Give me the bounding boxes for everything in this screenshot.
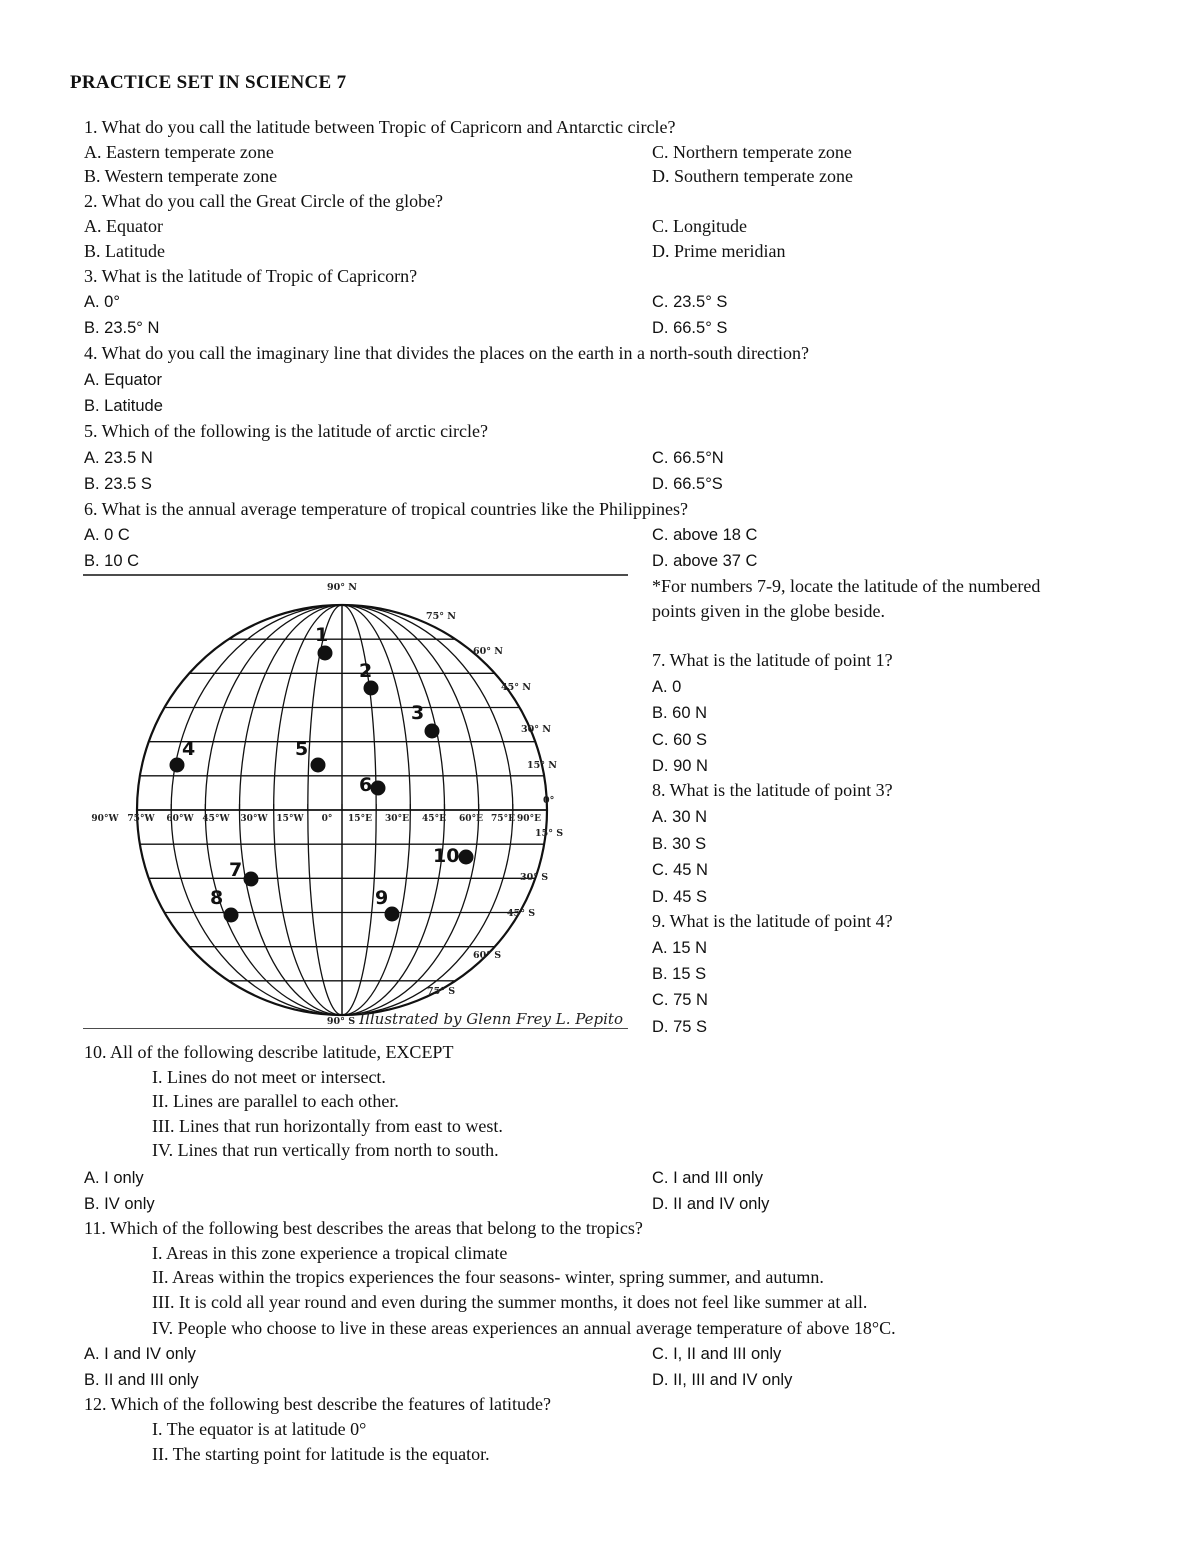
note-line-2: points given in the globe beside. bbox=[652, 601, 885, 621]
longitude-label: 60°E bbox=[459, 814, 483, 824]
globe-point-8 bbox=[224, 908, 239, 923]
q2-option-c: C. Longitude bbox=[652, 216, 747, 236]
q7-option-c: C. 60 S bbox=[652, 731, 708, 749]
q3-option-b: B. 23.5° N bbox=[84, 319, 160, 337]
q11-option-c: C. I, II and III only bbox=[652, 1345, 782, 1363]
latitude-label: 0° bbox=[543, 795, 555, 806]
q1-option-b: B. Western temperate zone bbox=[84, 166, 278, 186]
note-line-1: *For numbers 7-9, locate the latitude of the numbered bbox=[652, 576, 1041, 596]
q12-statement-i: I. The equator is at latitude 0° bbox=[152, 1419, 367, 1439]
globe-point-label: 2 bbox=[359, 660, 373, 682]
q2-option-d: D. Prime meridian bbox=[652, 241, 786, 261]
globe-point-label: 5 bbox=[295, 738, 309, 760]
latitude-label: 15° S bbox=[535, 828, 564, 839]
latitude-label: 45° S bbox=[507, 908, 536, 919]
question-4: 4. What do you call the imaginary line that divides the places on the earth in a north-south direction? bbox=[84, 343, 809, 363]
q9-option-b: B. 15 S bbox=[652, 965, 707, 983]
q7-option-b: B. 60 N bbox=[652, 704, 708, 722]
question-7: 7. What is the latitude of point 1? bbox=[652, 650, 893, 670]
q5-option-b: B. 23.5 S bbox=[84, 475, 152, 493]
globe-point-2 bbox=[364, 681, 379, 696]
question-12: 12. Which of the following best describe the features of latitude? bbox=[84, 1394, 552, 1414]
globe-point-label: 9 bbox=[375, 887, 389, 909]
latitude-label: 90° N bbox=[327, 582, 357, 593]
globe-point-label: 10 bbox=[433, 845, 460, 867]
question-11: 11. Which of the following best describes the areas that belong to the tropics? bbox=[84, 1218, 643, 1238]
question-2: 2. What do you call the Great Circle of the globe? bbox=[84, 191, 444, 211]
q3-option-c: C. 23.5° S bbox=[652, 293, 728, 311]
latitude-label: 75° S bbox=[427, 986, 456, 997]
globe-point-7 bbox=[244, 872, 259, 887]
question-10: 10. All of the following describe latitude, EXCEPT bbox=[84, 1042, 454, 1062]
page-title: PRACTICE SET IN SCIENCE 7 bbox=[70, 72, 347, 93]
q11-option-a: A. I and IV only bbox=[84, 1345, 196, 1363]
q3-option-d: D. 66.5° S bbox=[652, 319, 728, 337]
q10-statement-iv: IV. Lines that run vertically from north to south. bbox=[152, 1140, 499, 1160]
q1-option-c: C. Northern temperate zone bbox=[652, 142, 852, 162]
question-3: 3. What is the latitude of Tropic of Capricorn? bbox=[84, 266, 418, 286]
q8-option-b: B. 30 S bbox=[652, 835, 707, 853]
q5-option-d: D. 66.5°S bbox=[652, 475, 723, 493]
q11-statement-i: I. Areas in this zone experience a tropical climate bbox=[152, 1243, 508, 1263]
globe-point-label: 4 bbox=[182, 738, 196, 760]
longitude-label: 60°W bbox=[166, 814, 194, 824]
q3-option-a: A. 0° bbox=[84, 293, 120, 311]
q6-option-b: B. 10 C bbox=[84, 552, 140, 570]
globe-point-label: 3 bbox=[411, 702, 425, 724]
globe-figure bbox=[83, 574, 628, 1029]
globe-point-5 bbox=[311, 758, 326, 773]
q10-statement-i: I. Lines do not meet or intersect. bbox=[152, 1067, 386, 1087]
q9-option-a: A. 15 N bbox=[652, 939, 708, 957]
illustration-credit: Illustrated by Glenn Frey L. Pepito bbox=[359, 1010, 623, 1028]
q10-option-d: D. II and IV only bbox=[652, 1195, 770, 1213]
globe-point-1 bbox=[318, 646, 333, 661]
q7-option-d: D. 90 N bbox=[652, 757, 708, 775]
latitude-label: 90° S bbox=[326, 1016, 356, 1027]
q11-option-b: B. II and III only bbox=[84, 1371, 199, 1389]
latitude-label: 75° N bbox=[426, 611, 456, 622]
q5-option-c: C. 66.5°N bbox=[652, 449, 724, 467]
q12-statement-ii: II. The starting point for latitude is the equator. bbox=[152, 1444, 490, 1464]
latitude-label: 30° N bbox=[521, 724, 551, 735]
longitude-label: 45°E bbox=[422, 814, 446, 824]
longitude-label: 75°E bbox=[491, 814, 515, 824]
longitude-label: 0° bbox=[321, 814, 333, 824]
q11-option-d: D. II, III and IV only bbox=[652, 1371, 793, 1389]
question-9: 9. What is the latitude of point 4? bbox=[652, 911, 893, 931]
question-6: 6. What is the annual average temperature of tropical countries like the Philippines? bbox=[84, 499, 688, 519]
question-8: 8. What is the latitude of point 3? bbox=[652, 780, 893, 800]
q8-option-c: C. 45 N bbox=[652, 861, 708, 879]
q8-option-d: D. 45 S bbox=[652, 888, 708, 906]
q11-statement-ii: II. Areas within the tropics experiences the four seasons- winter, spring summer, and autumn. bbox=[152, 1267, 824, 1287]
globe-point-label: 6 bbox=[359, 774, 373, 796]
q10-statement-iii: III. Lines that run horizontally from east to west. bbox=[152, 1116, 503, 1136]
q9-option-c: C. 75 N bbox=[652, 991, 708, 1009]
q2-option-b: B. Latitude bbox=[84, 241, 165, 261]
longitude-label: 90°E bbox=[517, 814, 541, 824]
longitude-label: 90°W bbox=[91, 814, 119, 824]
q10-option-a: A. I only bbox=[84, 1169, 144, 1187]
q10-statement-ii: II. Lines are parallel to each other. bbox=[152, 1091, 399, 1111]
q6-option-c: C. above 18 C bbox=[652, 526, 758, 544]
latitude-label: 30° S bbox=[520, 872, 549, 883]
q2-option-a: A. Equator bbox=[84, 216, 163, 236]
globe-point-10 bbox=[459, 850, 474, 865]
q10-option-c: C. I and III only bbox=[652, 1169, 763, 1187]
q1-option-d: D. Southern temperate zone bbox=[652, 166, 853, 186]
q10-option-b: B. IV only bbox=[84, 1195, 155, 1213]
latitude-label: 45° N bbox=[501, 682, 531, 693]
latitude-label: 15° N bbox=[527, 760, 557, 771]
latitude-label: 60° S bbox=[473, 950, 502, 961]
q6-option-d: D. above 37 C bbox=[652, 552, 758, 570]
q6-option-a: A. 0 C bbox=[84, 526, 130, 544]
globe-point-label: 8 bbox=[210, 887, 224, 909]
question-1: 1. What do you call the latitude between Tropic of Capricorn and Antarctic circle? bbox=[84, 117, 676, 137]
q11-statement-iii: III. It is cold all year round and even during the summer months, it does not feel like summer at all. bbox=[152, 1292, 868, 1312]
q7-option-a: A. 0 bbox=[652, 678, 682, 696]
q4-option-b: B. Latitude bbox=[84, 397, 163, 415]
globe-point-6 bbox=[371, 781, 386, 796]
q11-statement-iv: IV. People who choose to live in these areas experiences an annual average temperature of above 18°C. bbox=[152, 1318, 896, 1338]
longitude-label: 15°E bbox=[348, 814, 372, 824]
q1-option-a: A. Eastern temperate zone bbox=[84, 142, 274, 162]
globe-point-label: 7 bbox=[229, 859, 243, 881]
longitude-label: 30°W bbox=[240, 814, 268, 824]
q4-option-a: A. Equator bbox=[84, 371, 162, 389]
q8-option-a: A. 30 N bbox=[652, 808, 708, 826]
q9-option-d: D. 75 S bbox=[652, 1018, 708, 1036]
longitude-label: 30°E bbox=[385, 814, 409, 824]
globe-svg bbox=[83, 574, 628, 1029]
longitude-label: 75°W bbox=[127, 814, 155, 824]
latitude-label: 60° N bbox=[473, 646, 503, 657]
q5-option-a: A. 23.5 N bbox=[84, 449, 153, 467]
globe-point-label: 1 bbox=[315, 624, 329, 646]
longitude-label: 15°W bbox=[276, 814, 304, 824]
longitude-label: 45°W bbox=[202, 814, 230, 824]
globe-point-3 bbox=[425, 724, 440, 739]
question-5: 5. Which of the following is the latitude of arctic circle? bbox=[84, 421, 489, 441]
